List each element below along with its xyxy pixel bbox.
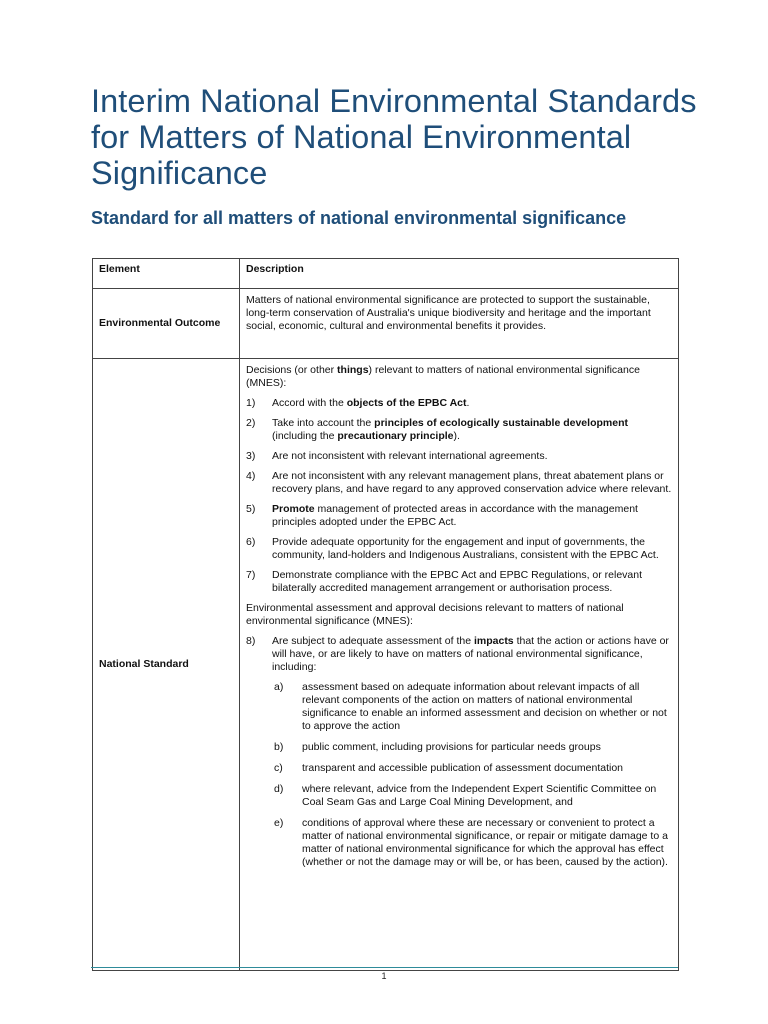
standards-table <box>92 258 679 971</box>
intro-text: ) relevant to matters of national environmental significance (MNES): <box>246 364 640 389</box>
list-item <box>246 536 672 562</box>
list-item-number: 2) <box>246 417 256 429</box>
assessment-subitems <box>246 681 672 869</box>
sub-list-item <box>274 741 672 754</box>
sub-list-item-letter: a) <box>274 681 284 693</box>
text-run-bold: impacts <box>473 635 514 647</box>
list-item-number: 4) <box>246 470 256 482</box>
list-item-number: 6) <box>246 536 256 548</box>
header-element <box>93 259 240 289</box>
list-item <box>246 503 672 529</box>
sub-list-item <box>274 681 672 733</box>
text-run: . <box>466 397 470 409</box>
text-run: (including the <box>272 430 338 442</box>
national-standard-description <box>240 359 679 971</box>
list-item-number: 7) <box>246 569 256 581</box>
header-element-label: Element <box>99 263 140 275</box>
sub-list-item-letter: d) <box>274 783 284 795</box>
header-description-label: Description <box>246 263 304 275</box>
row-description-cell <box>240 289 679 359</box>
list-item-number: 3) <box>246 450 256 462</box>
footer-divider <box>91 967 678 968</box>
text-run-bold: Promote <box>272 503 315 515</box>
sub-list-item-text: assessment based on adequate information about relevant impacts of all relevant components of the action on matters of national environmental significance to enable an informed assessment and decision on whether or not to approve the action <box>302 681 667 732</box>
sub-list-item-letter: b) <box>274 741 284 753</box>
text-run: Are not inconsistent with any relevant management plans, threat abatement plans or recovery plans, and have regard to any approved conservation advice where relevant. <box>272 470 672 495</box>
row-label-cell <box>93 359 240 971</box>
list-item-text <box>272 635 672 674</box>
text-run: ). <box>453 430 460 442</box>
list-item <box>246 450 672 463</box>
sub-list-item <box>274 783 672 809</box>
sub-list-item <box>274 817 672 869</box>
list-item <box>246 470 672 496</box>
text-run-bold: principles of ecologically sustainable development <box>374 417 628 429</box>
list-item-text <box>272 470 672 496</box>
list-item <box>246 417 672 443</box>
list-item <box>246 569 672 595</box>
list-item-number: 1) <box>246 397 256 409</box>
list-item-text <box>272 450 672 463</box>
header-description <box>240 259 679 289</box>
text-run: Provide adequate opportunity for the engagement and input of governments, the community, land-holders and Indigenous Australians, consistent with the EPBC Act. <box>272 536 659 561</box>
assessment-intro: Environmental assessment and approval decisions relevant to matters of national environmental significance (MNES): <box>246 602 624 627</box>
table-row-environmental-outcome <box>93 289 679 359</box>
text-run-bold: precautionary principle <box>337 430 454 442</box>
decisions-intro <box>246 364 672 390</box>
document-title: Interim National Environmental Standards for Matters of National Environmental Significance <box>91 83 697 191</box>
row-label-cell <box>93 289 240 359</box>
sub-list-item-letter: e) <box>274 817 284 829</box>
intro-bold-text: things <box>337 364 369 376</box>
section-heading: Standard for all matters of national environmental significance <box>91 208 627 228</box>
intro-text: Decisions (or other <box>246 364 338 376</box>
sub-list-item-text: where relevant, advice from the Independent Expert Scientific Committee on Coal Seam Gas and Large Coal Mining Development, and <box>302 783 657 808</box>
sub-list-item-text: public comment, including provisions for particular needs groups <box>302 741 601 753</box>
text-run: Demonstrate compliance with the EPBC Act and EPBC Regulations, or relevant bilaterally accredited management arrangement or authorisation process. <box>272 569 643 594</box>
text-run: management of protected areas in accordance with the management principles adopted under the EPBC Act. <box>272 503 638 528</box>
list-item-number: 8) <box>246 635 256 647</box>
text-run: Are not inconsistent with relevant international agreements. <box>272 450 548 462</box>
page-number: 1 <box>381 971 387 981</box>
list-item-text <box>272 503 672 529</box>
table-header-row <box>93 259 679 289</box>
list-item-text <box>272 417 672 443</box>
sub-list-item-letter: c) <box>274 762 283 774</box>
sub-list-item-text: transparent and accessible publication of assessment documentation <box>302 762 624 774</box>
text-run: Are subject to adequate assessment of the <box>272 635 474 647</box>
list-item-number: 5) <box>246 503 256 515</box>
text-run: that the action or actions have or will have, or are likely to have on matters of national environmental significance, including: <box>272 635 669 673</box>
sub-list-item <box>274 762 672 775</box>
list-item <box>246 397 672 410</box>
sub-list-item-text: conditions of approval where these are necessary or convenient to protect a matter of national environmental significance, or repair or mitigate damage to a matter of national environmental significance for which the approval has effect (whether or not the damage may or will be, or has been, caused by the action). <box>302 817 668 868</box>
list-item-text <box>272 536 672 562</box>
text-run: Accord with the <box>272 397 347 409</box>
text-run: Take into account the <box>272 417 375 429</box>
text-run-bold: objects of the EPBC Act <box>346 397 467 409</box>
list-item <box>246 635 672 674</box>
environmental-outcome-label: Environmental Outcome <box>99 317 221 329</box>
decision-items <box>246 397 672 595</box>
list-item-text <box>272 397 672 410</box>
table-row-national-standard <box>93 359 679 971</box>
environmental-outcome-text: Matters of national environmental significance are protected to support the sustainable, long-term conservation of Australia's unique biodiversity and heritage and the important social, economic, cultural and environmental benefits it provides. <box>246 294 651 332</box>
list-item-text <box>272 569 672 595</box>
national-standard-label: National Standard <box>99 658 189 670</box>
